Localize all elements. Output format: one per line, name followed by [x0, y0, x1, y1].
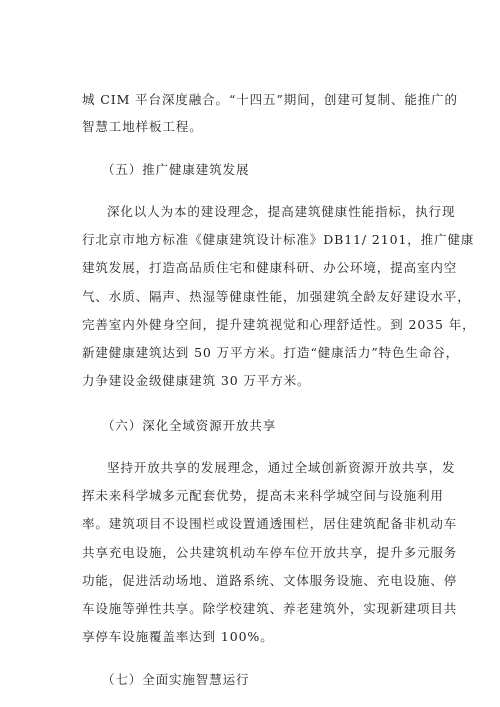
section-6-line-1: 坚持开放共享的发展理念，通过全域创新资源开放共享，发	[107, 460, 456, 475]
section-6-line-2: 挥未来科学城多元配套优势，提高未来科学城空间与设施利用	[82, 488, 444, 503]
section-5-heading: （五）推广健康建筑发展	[102, 162, 250, 177]
section-5-line-5: 完善室内外健身空间，提升建筑视觉和心理舒适性。到 2035 年，	[82, 317, 476, 332]
section-5-line-1: 深化以人为本的建设理念，提高建筑健康性能指标，执行现	[107, 204, 456, 219]
section-5-line-4: 气、水质、隔声、热湿等健康性能，加强建筑全龄友好建设水平，	[82, 289, 471, 304]
section-5-line-3: 建筑发展，打造高品质住宅和健康科研、办公环境，提高室内空	[82, 260, 458, 275]
section-6-line-7: 享停车设施覆盖率达到 100%。	[82, 629, 274, 644]
section-6-line-3: 率。建筑项目不设围栏或设置通透围栏，居住建筑配备非机动车	[82, 516, 458, 531]
section-5-line-6: 新建健康建筑达到 50 万平方米。打造“健康活力”特色生命谷，	[82, 345, 460, 360]
section-6-line-6: 车设施等弹性共享。除学校建筑、养老建筑外，实现新建项目共	[82, 601, 458, 616]
section-5-line-7: 力争建设金级健康建筑 30 万平方米。	[82, 373, 311, 388]
section-7-heading: （七）全面实施智慧运行	[102, 672, 250, 687]
intro-line-1: 城 CIM 平台深度融合。“十四五”期间，创建可复制、能推广的	[82, 92, 458, 107]
section-5-line-2: 行北京市地方标准《健康建筑设计标准》DB11/ 2101，推广健康	[82, 232, 475, 247]
section-6-line-4: 共享充电设施，公共建筑机动车停车位开放共享，提升多元服务	[82, 545, 458, 560]
section-6-line-5: 功能，促进活动场地、道路系统、文体服务设施、充电设施、停	[82, 573, 458, 588]
section-6-heading: （六）深化全域资源开放共享	[102, 418, 277, 433]
intro-line-2: 智慧工地样板工程。	[82, 119, 203, 134]
